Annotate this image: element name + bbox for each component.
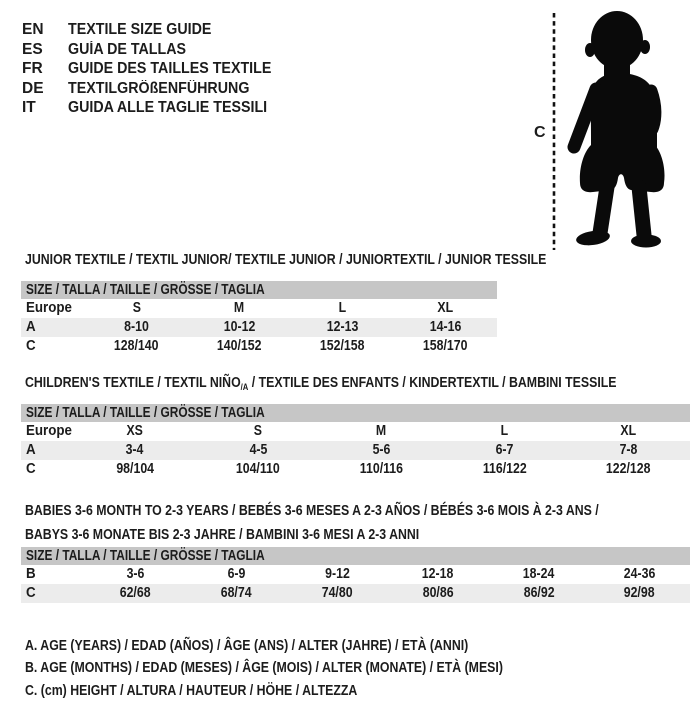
size-cell: L [501,423,509,439]
table-row [21,441,690,460]
row-label: C [26,461,36,477]
age-cell: 24-36 [623,566,656,582]
height-cell: 152/158 [320,338,365,354]
age-cell: 12-18 [422,566,454,582]
age-cell: 4-5 [249,442,268,458]
height-cell: 110/116 [359,461,404,477]
height-cell: 74/80 [321,585,353,601]
age-cell: 7-8 [619,442,638,458]
height-cell: 104/110 [236,461,281,477]
size-cell: S [253,423,263,439]
height-cell: 140/152 [217,338,262,354]
height-cell: 116/122 [482,461,527,477]
lang-code: FR [22,60,43,78]
babies-size-table [21,547,690,603]
row-label: Europe [26,423,72,439]
age-cell: 3-6 [126,566,145,582]
height-cell: 86/92 [523,585,555,601]
lang-code: ES [22,40,43,58]
size-header-row: SIZE / TALLA / TAILLE / GRÖSSE / TAGLIA [21,547,690,565]
size-cell: S [132,300,141,316]
row-label: C [26,338,36,354]
height-cell: 158/170 [423,338,468,354]
lang-title: GUIDA ALLE TAGLIE TESSILI [68,99,268,117]
height-measure-figure [530,5,700,253]
junior-table-title: JUNIOR TEXTILE / TEXTIL JUNIOR/ TEXTILE JUNIOR / JUNIORTEXTIL / JUNIOR TESSILE [25,252,547,268]
size-cell: XL [620,423,637,439]
age-cell: 5-6 [372,442,391,458]
height-cell: 68/74 [220,585,252,601]
row-label: A [26,319,36,335]
lang-title: GUIDE DES TAILLES TEXTILE [68,60,272,78]
table-row [21,299,497,318]
measure-legend [25,635,587,702]
size-cell: XL [437,300,454,316]
row-label: Europe [26,300,72,316]
table-row [21,584,690,603]
height-cell: 62/68 [119,585,151,601]
language-title-list [22,20,289,118]
lang-row-en [22,20,289,40]
size-header-row: SIZE / TALLA / TAILLE / GRÖSSE / TAGLIA [21,281,497,299]
height-cell: 122/128 [606,461,651,477]
size-cell: XS [126,423,143,439]
row-label: B [26,566,36,582]
legend-line-c: C. (cm) HEIGHT / ALTURA / HAUTEUR / HÖHE / ALTEZZA [25,682,358,699]
age-cell: 18-24 [522,566,555,582]
lang-code: DE [22,79,44,97]
legend-line-b: B. AGE (MONTHS) / EDAD (MESES) / ÂGE (MOIS) / ALTER (MONATE) / ETÀ (MESI) [25,660,503,677]
age-cell: 14-16 [429,319,462,335]
table-row [21,460,690,479]
age-cell: 9-12 [324,566,350,582]
lang-row-es [22,40,289,60]
size-cell: M [234,300,245,316]
row-label: A [26,442,36,458]
size-cell: M [376,423,387,439]
title-subscript: /A [240,382,249,392]
row-label: C [26,585,36,601]
lang-code: EN [22,21,44,38]
age-cell: 10-12 [223,319,256,335]
height-cell: 80/86 [422,585,454,601]
height-cell: 98/104 [115,461,154,477]
height-cell: 128/140 [114,338,159,354]
height-measure-label: C [534,124,546,141]
age-cell: 8-10 [124,319,149,335]
age-cell: 6-7 [495,442,514,458]
age-cell: 3-4 [125,442,144,458]
children-table-title: CHILDREN'S TEXTILE / TEXTIL $NIÑO_{/A}$ / TEXTILE DES ENFANTS / KINDERTEXTIL / BAMBINI TESSILE [25,375,617,392]
age-cell: 12-13 [326,319,359,335]
age-cell: 6-9 [227,566,246,582]
lang-code: IT [22,99,36,117]
lang-row-it [22,98,289,118]
size-header-row: SIZE / TALLA / TAILLE / GRÖSSE / TAGLIA [21,404,690,422]
lang-title: TEXTILGRÖßENFÜHRUNG [68,79,250,97]
size-cell: L [338,300,347,316]
children-size-table [21,404,690,479]
junior-size-table [21,281,497,356]
lang-title: TEXTILE SIZE GUIDE [68,21,212,38]
height-cell: 92/98 [624,585,655,601]
babies-table-title: BABIES 3-6 MONTH TO 2-3 YEARS / BEBÉS 3-6 MESES A 2-3 AÑOS / BÉBÉS 3-6 MOIS À 2-3 ANS / BABYS 3-6 MONATE BIS 2-3 JAHRE / BAMBINI 3-6 MESI A 2-3 ANNI [25,503,599,543]
table-row [21,337,497,356]
lang-row-de [22,79,289,99]
table-row [21,318,497,337]
table-row [21,422,690,441]
lang-row-fr [22,59,289,79]
table-row [21,565,690,584]
lang-title: GUÍA DE TALLAS [68,40,187,58]
dashed-height-line-icon [552,11,556,251]
legend-line-a: A. AGE (YEARS) / EDAD (AÑOS) / ÂGE (ANS) / ALTER (JAHRE) / ETÀ (ANNI) [25,638,469,654]
toddler-silhouette-icon [563,7,698,249]
